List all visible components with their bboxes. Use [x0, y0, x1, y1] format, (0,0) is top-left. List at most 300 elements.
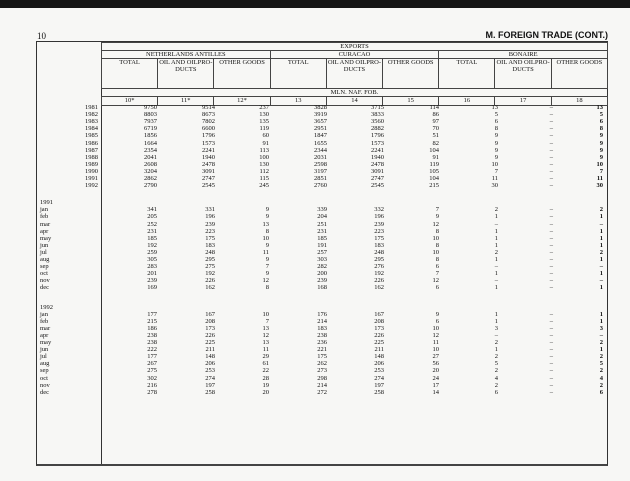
table-cell: 2	[599, 206, 603, 214]
table-cell: 1796	[371, 132, 384, 140]
table-cell: 9750	[144, 104, 157, 111]
table-cell: 221	[317, 346, 327, 354]
row-label: 1983	[85, 118, 98, 126]
table-cell: 12	[262, 277, 269, 285]
table-cell: 130	[259, 111, 269, 119]
row-label: aug	[40, 256, 50, 263]
row-label: feb	[40, 213, 49, 221]
table-cell: –	[549, 360, 553, 368]
table-cell: –	[549, 374, 553, 382]
row-label: nov	[40, 381, 50, 389]
col-number: 13	[270, 97, 326, 106]
table-cell: 6	[599, 118, 603, 126]
table-cell: 10	[491, 160, 498, 168]
table-cell: –	[549, 353, 553, 361]
table-cell: 253	[374, 367, 384, 375]
table-cell: 2747	[371, 175, 384, 182]
table-cell: 257	[317, 248, 327, 256]
table-cell: –	[549, 263, 553, 271]
col-number: 16	[439, 97, 495, 106]
table-row	[37, 389, 608, 397]
table-cell: 114	[429, 104, 439, 111]
table-cell: –	[549, 227, 553, 235]
table-cell: 201	[147, 270, 157, 278]
table-cell: 2241	[202, 146, 215, 154]
row-label: 1991	[85, 175, 98, 182]
table-cell: –	[549, 346, 553, 354]
row-label: aug	[40, 360, 50, 368]
header-group: EXPORTS	[102, 43, 608, 51]
table-cell: 6	[599, 388, 603, 396]
table-cell: 2	[599, 367, 603, 375]
table-cell: 1	[494, 227, 498, 235]
row-label: 1981	[85, 104, 98, 111]
table-cell: 225	[205, 339, 215, 346]
table-cell: 167	[205, 310, 215, 318]
table-cell: 2	[494, 381, 498, 389]
table-cell: 22	[262, 367, 269, 375]
table-cell: 196	[205, 213, 215, 221]
header-region-curacao: CURACAO	[270, 51, 439, 59]
table-cell: 1	[494, 346, 498, 354]
table-cell: 5	[494, 360, 498, 368]
table-cell: 70	[432, 125, 439, 133]
table-cell: 1	[599, 346, 603, 354]
table-cell: 197	[374, 381, 384, 389]
table-cell: 1847	[314, 132, 327, 140]
table-cell: –	[549, 388, 553, 396]
table-cell: 3833	[371, 111, 384, 119]
table-cell: –	[549, 213, 553, 221]
table-cell: 2	[494, 248, 498, 256]
document-page	[0, 8, 630, 481]
table-cell: 10	[432, 346, 439, 354]
table-cell: 3560	[371, 118, 384, 126]
table-cell: 3919	[314, 111, 327, 119]
table-cell: 2747	[202, 175, 215, 182]
table-cell: 2354	[144, 146, 157, 154]
subheader-other: OTHER GOODS	[551, 59, 607, 89]
table-cell: –	[549, 111, 553, 119]
row-label: jun	[40, 241, 49, 249]
subheader-total: TOTAL	[102, 59, 158, 89]
table-cell: 3091	[371, 167, 384, 175]
table-cell: 9	[494, 132, 498, 140]
col-number: 14	[326, 97, 382, 106]
table-cell: 214	[317, 317, 327, 325]
table-cell: 200	[317, 270, 327, 278]
table-cell: 6	[494, 388, 498, 396]
table-cell: 2	[599, 353, 603, 361]
subheader-other: OTHER GOODS	[214, 59, 270, 89]
table-cell: 8	[599, 125, 603, 133]
table-cell: 215	[429, 182, 439, 190]
table-cell: 119	[259, 125, 269, 133]
row-label: jul	[40, 353, 47, 361]
table-row	[37, 284, 608, 292]
table-cell: 177	[147, 310, 157, 318]
table-cell: 97	[432, 118, 439, 126]
table-cell: 6	[435, 317, 439, 325]
table-cell: 176	[317, 310, 327, 318]
table-cell: 1	[599, 317, 603, 325]
table-cell: –	[549, 220, 553, 228]
table-cell: 3	[494, 324, 498, 332]
table-cell: 10	[432, 324, 439, 332]
row-label: jul	[40, 248, 47, 256]
table-cell: 2882	[371, 125, 384, 133]
table-cell: 4	[494, 374, 498, 382]
table-cell: 2	[494, 367, 498, 375]
table-cell: 19	[262, 381, 269, 389]
row-label: 1987	[85, 146, 98, 154]
table-cell: 1	[494, 256, 498, 263]
col-number: 18	[551, 97, 607, 106]
table-cell: –	[549, 339, 553, 346]
table-cell: 105	[429, 167, 439, 175]
table-cell: 267	[147, 360, 157, 368]
table-cell: 239	[147, 277, 157, 285]
table-cell: 9	[265, 206, 269, 214]
table-cell: 113	[259, 146, 269, 154]
row-label: mar	[40, 324, 51, 332]
section-title: M. FOREIGN TRADE (CONT.)	[485, 30, 608, 40]
col-number: 11*	[158, 97, 214, 106]
table-cell: –	[549, 284, 553, 292]
table-cell: 1	[599, 213, 603, 221]
table-cell: 1	[494, 213, 498, 221]
table-cell: –	[549, 381, 553, 389]
table-cell: 91	[262, 139, 269, 147]
table-cell: 7802	[202, 118, 215, 126]
table-cell: 1	[599, 270, 603, 278]
table-cell: –	[599, 277, 603, 285]
table-cell: 173	[205, 324, 215, 332]
table-cell: 223	[374, 227, 384, 235]
col-number: 10*	[102, 97, 158, 106]
row-label: 1985	[85, 132, 98, 140]
table-cell: 1	[494, 284, 498, 292]
table-cell: –	[599, 331, 603, 339]
table-cell: 9	[265, 270, 269, 278]
table-cell: 259	[147, 248, 157, 256]
table-cell: 8	[494, 125, 498, 133]
table-cell: 10	[432, 248, 439, 256]
table-cell: 12	[432, 277, 439, 285]
row-label: nov	[40, 277, 50, 285]
table-cell: 29	[262, 353, 269, 361]
table-cell: 9	[435, 310, 439, 318]
table-cell: 9	[435, 213, 439, 221]
table-cell: 1	[494, 270, 498, 278]
table-cell: 341	[147, 206, 157, 214]
scan-top-edge	[0, 0, 630, 8]
col-number: 17	[495, 97, 551, 106]
table-cell: 231	[147, 227, 157, 235]
table-cell: 239	[317, 277, 327, 285]
table-cell: 12	[432, 220, 439, 228]
table-cell: 177	[147, 353, 157, 361]
table-cell: 305	[147, 256, 157, 263]
table-cell: 119	[429, 160, 439, 168]
table-cell: 275	[205, 263, 215, 271]
table-cell: 8	[435, 227, 439, 235]
table-cell: –	[549, 182, 553, 190]
table-cell: –	[549, 104, 553, 111]
table-row	[37, 182, 608, 190]
row-label: apr	[40, 331, 49, 339]
table-cell: –	[549, 241, 553, 249]
table-cell: 1940	[371, 153, 384, 161]
table-cell: 7937	[144, 118, 157, 126]
table-cell: 148	[374, 353, 384, 361]
table-cell: 1	[599, 241, 603, 249]
table-cell: 226	[374, 331, 384, 339]
table-cell: 3197	[314, 167, 327, 175]
row-label: mar	[40, 220, 51, 228]
table-cell: 211	[205, 346, 215, 354]
table-cell: 1	[599, 227, 603, 235]
table-cell: 10	[262, 234, 269, 242]
table-cell: 4	[599, 374, 603, 382]
table-cell: 186	[147, 324, 157, 332]
table-cell: 9	[599, 132, 603, 140]
table-cell: 9	[599, 153, 603, 161]
table-cell: –	[549, 160, 553, 168]
row-label: 1992	[40, 303, 53, 311]
row-label: dec	[40, 284, 50, 292]
table-cell: 28	[262, 374, 269, 382]
table-cell: 1573	[202, 139, 215, 147]
table-cell: 274	[205, 374, 215, 382]
table-cell: –	[494, 220, 498, 228]
subheader-oil: OIL AND OILPRO- DUCTS	[495, 59, 551, 89]
table-cell: 3828	[314, 104, 327, 111]
table-cell: 2478	[371, 160, 384, 168]
table-cell: 3204	[144, 167, 157, 175]
table-cell: 278	[147, 388, 157, 396]
table-cell: 3091	[202, 167, 215, 175]
table-cell: 1	[494, 241, 498, 249]
table-cell: –	[549, 248, 553, 256]
table-cell: 2	[599, 339, 603, 346]
table-cell: 2	[599, 248, 603, 256]
table-cell: 11	[262, 346, 269, 354]
table-cell: 226	[205, 331, 215, 339]
table-cell: 332	[374, 206, 384, 214]
table-cell: –	[549, 324, 553, 332]
table-cell: –	[549, 153, 553, 161]
table-cell: 104	[429, 175, 439, 182]
table-cell: 245	[259, 182, 269, 190]
table-cell: 130	[259, 160, 269, 168]
table-cell: 282	[317, 263, 327, 271]
table-cell: 206	[205, 360, 215, 368]
table-cell: 175	[205, 234, 215, 242]
table-cell: 208	[374, 317, 384, 325]
table-cell: 253	[205, 367, 215, 375]
row-label: 1991	[40, 199, 53, 207]
row-label: may	[40, 234, 52, 242]
table-cell: –	[549, 270, 553, 278]
table-cell: 8	[265, 227, 269, 235]
table-cell: 13	[491, 104, 498, 111]
table-cell: 11	[596, 175, 603, 182]
table-cell: 9	[265, 256, 269, 263]
page-number: 10	[37, 31, 46, 41]
table-cell: 216	[147, 381, 157, 389]
row-label: 1986	[85, 139, 98, 147]
unit-label: MLN. NAF. FOB.	[102, 89, 608, 97]
header-region-na: NETHERLANDS ANTILLES	[102, 51, 271, 59]
table-cell: 258	[374, 388, 384, 396]
table-cell: 226	[205, 277, 215, 285]
table-cell: 196	[374, 213, 384, 221]
table-cell: 9514	[202, 104, 215, 111]
table-cell: 20	[262, 388, 269, 396]
table-cell: –	[549, 139, 553, 147]
table-cell: 6	[494, 118, 498, 126]
subheader-other: OTHER GOODS	[383, 59, 439, 89]
table-cell: 9	[494, 139, 498, 147]
table-cell: 183	[374, 241, 384, 249]
table-cell: 1940	[202, 153, 215, 161]
table-cell: 13	[262, 339, 269, 346]
table-cell: –	[549, 277, 553, 285]
table-cell: 1856	[144, 132, 157, 140]
table-cell: 9	[494, 153, 498, 161]
table-cell: 112	[259, 167, 269, 175]
table-cell: 2	[599, 381, 603, 389]
col-number: 12*	[214, 97, 270, 106]
table-cell: –	[494, 277, 498, 285]
table-cell: 262	[317, 360, 327, 368]
table-cell: 9	[599, 146, 603, 154]
table-cell: 13	[262, 220, 269, 228]
table-cell: 197	[205, 381, 215, 389]
table-cell: 192	[147, 241, 157, 249]
table-cell: –	[549, 125, 553, 133]
table-cell: 17	[432, 381, 439, 389]
table-cell: 236	[317, 339, 327, 346]
data-table	[36, 41, 608, 466]
table-cell: 206	[374, 360, 384, 368]
table-cell: 3	[599, 324, 603, 332]
table-cell: 183	[317, 324, 327, 332]
table-cell: 183	[205, 241, 215, 249]
table-cell: 56	[432, 360, 439, 368]
table-cell: 191	[317, 241, 327, 249]
table-cell: 9	[494, 146, 498, 154]
table-cell: 2	[494, 339, 498, 346]
table-cell: 11	[491, 175, 498, 182]
table-cell: 2862	[144, 175, 157, 182]
table-cell: 8803	[144, 111, 157, 119]
table-cell: 7	[435, 270, 439, 278]
table-cell: 1	[599, 310, 603, 318]
row-label: sep	[40, 367, 49, 375]
table-cell: –	[549, 367, 553, 375]
table-cell: 1	[494, 234, 498, 242]
table-cell: 104	[429, 146, 439, 154]
row-label: oct	[40, 374, 48, 382]
table-cell: 30	[596, 182, 603, 190]
table-cell: 248	[205, 248, 215, 256]
table-cell: 1	[494, 310, 498, 318]
subheader-oil: OIL AND OILPRO- DUCTS	[326, 59, 382, 89]
table-cell: 298	[317, 374, 327, 382]
table-cell: 100	[259, 153, 269, 161]
table-cell: 214	[317, 381, 327, 389]
table-cell: 2851	[314, 175, 327, 182]
table-cell: 5	[599, 360, 603, 368]
table-cell: 5	[494, 111, 498, 119]
table-cell: 1655	[314, 139, 327, 147]
table-cell: 1	[599, 284, 603, 292]
table-header	[101, 42, 608, 106]
table-cell: –	[549, 331, 553, 339]
table-cell: 1796	[202, 132, 215, 140]
table-cell: 2	[494, 206, 498, 214]
row-label: jun	[40, 346, 49, 354]
row-label: oct	[40, 270, 48, 278]
table-cell: 295	[374, 256, 384, 263]
table-cell: 2545	[371, 182, 384, 190]
table-cell: 8	[435, 256, 439, 263]
table-cell: 2478	[202, 160, 215, 168]
row-label: 1982	[85, 111, 98, 119]
table-cell: 1	[599, 234, 603, 242]
table-cell: 2041	[144, 153, 157, 161]
table-cell: 13	[262, 324, 269, 332]
table-cell: 115	[259, 175, 269, 182]
row-label: 1988	[85, 153, 98, 161]
table-cell: 252	[147, 220, 157, 228]
table-cell: 14	[432, 388, 439, 396]
table-cell: 7	[435, 206, 439, 214]
table-cell: 60	[262, 132, 269, 140]
table-cell: 30	[491, 182, 498, 190]
row-label: 1989	[85, 160, 98, 168]
table-cell: 20	[432, 367, 439, 375]
table-cell: –	[549, 206, 553, 214]
table-cell: 276	[374, 263, 384, 271]
row-label: apr	[40, 227, 49, 235]
header-region-bonaire: BONAIRE	[439, 51, 608, 59]
table-cell: 2031	[314, 153, 327, 161]
table-cell: 61	[262, 360, 269, 368]
table-cell: 8673	[202, 111, 215, 119]
table-cell: 258	[205, 388, 215, 396]
table-cell: 237	[259, 104, 269, 111]
table-cell: 2598	[314, 160, 327, 168]
table-cell: –	[599, 220, 603, 228]
table-cell: 162	[205, 284, 215, 292]
table-cell: –	[549, 118, 553, 126]
table-cell: 162	[374, 284, 384, 292]
table-cell: 238	[147, 339, 157, 346]
table-cell: 168	[317, 284, 327, 292]
table-cell: 215	[147, 317, 157, 325]
table-cell: 251	[317, 220, 327, 228]
row-label: dec	[40, 388, 50, 396]
subheader-total: TOTAL	[270, 59, 326, 89]
table-cell: –	[494, 331, 498, 339]
table-cell: 185	[147, 234, 157, 242]
table-cell: 275	[147, 367, 157, 375]
table-cell: 175	[374, 234, 384, 242]
table-cell: 208	[205, 317, 215, 325]
